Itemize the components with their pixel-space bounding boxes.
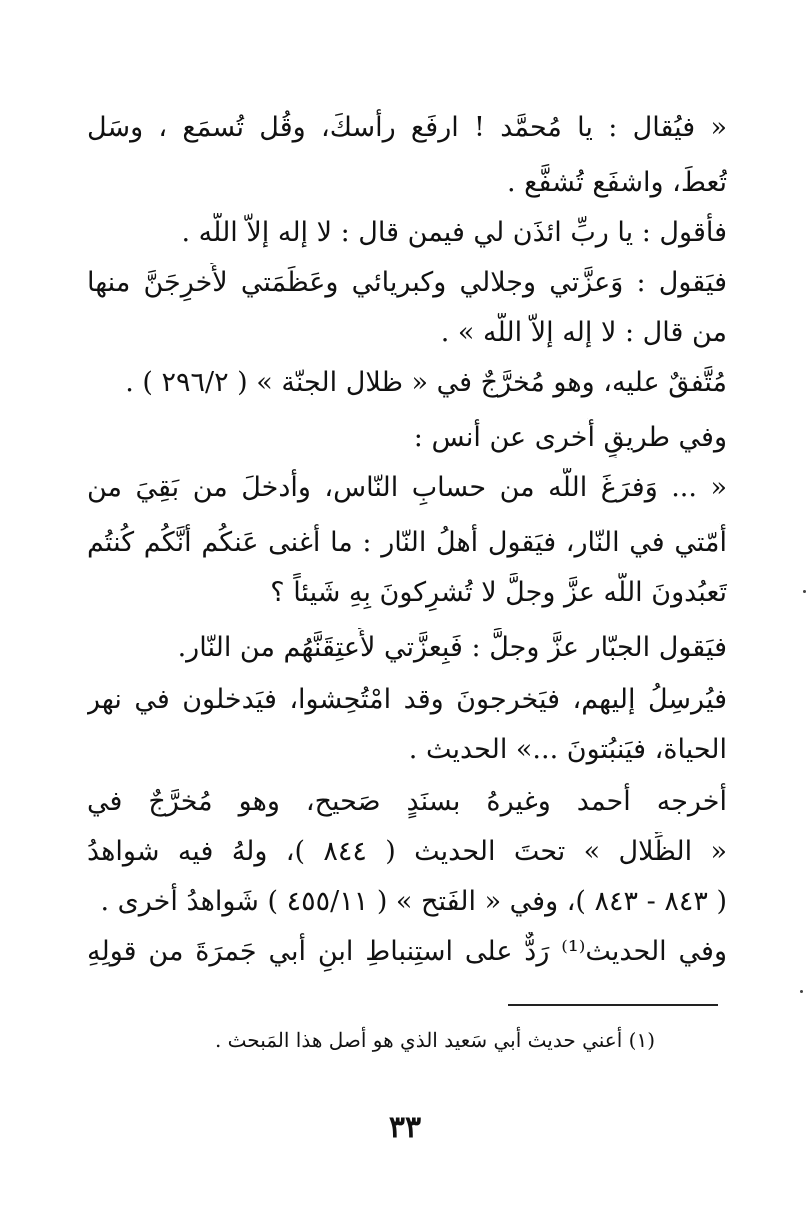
- footnote-text: (١) أعني حديث أبي سَعيد الذي هو أصل هذا المَبحث .: [214, 1028, 655, 1052]
- text-line-12: فيُرسِلُ إليهم، فيَخرجونَ وقد امْتُحِشوا، فيَدخلون في نهر: [87, 684, 727, 715]
- scan-speck: [800, 990, 803, 993]
- text-line-13: الحياة، فيَنبُتونَ ...» الحديث .: [408, 734, 727, 765]
- text-line-14: أخرجه أحمد وغيرهُ بسنَدٍ صَحيح، وهو مُخرَّجٌ في: [87, 786, 727, 817]
- text-line-5: من قال : لا إله إلاّ اللّه » .: [440, 317, 727, 348]
- scan-speck: [803, 590, 806, 593]
- text-line-10: تَعبُدونَ اللّه عزَّ وجلَّ لا تُشرِكونَ بِهِ شَيئاً ؟: [270, 577, 727, 608]
- text-line-4: فيَقول : وَعزَّتي وجلالي وكبريائي وعَظَمَتي لأُخرِجَنَّ منها: [87, 267, 727, 298]
- text-line-15: « الظِّلال » تحتَ الحديث ( ٨٤٤ )، ولهُ فيه شواهدُ: [87, 836, 727, 867]
- text-line-6: مُتَّفقٌ عليه، وهو مُخرَّجٌ في « ظلال الجنّة » ( ٢٩٦/٢ ) .: [125, 367, 727, 398]
- text-line-3: فأقول : يا ربِّ ائذَن لي فيمن قال : لا إله إلاّ اللّه .: [181, 217, 727, 248]
- text-line-9: أُمّتي في النّار، فيَقول أهلُ النّار : ما أغنى عَنكُم أنَّكُم كُنتُم: [87, 527, 727, 558]
- page-number: ٣٣: [388, 1110, 422, 1145]
- text-line-8: « ... وَفرَغَ اللّه من حسابِ النّاس، وأدخلَ من بَقِيَ من: [87, 472, 727, 503]
- text-line-16: ( ٨٤٣ - ٨٤٣ )، وفي « الفَتح » ( ٤٥٥/١١ ) شَواهدُ أُخرى .: [100, 886, 727, 917]
- text-line-1: « فيُقال : يا مُحمَّد ! ارفَع رأسكَ، وقُل تُسمَع ، وسَل: [87, 112, 727, 143]
- text-line-2: تُعطَ، واشفَع تُشفَّع .: [506, 167, 727, 198]
- text-line-17: وفي الحديث⁽¹⁾ رَدٌّ على استِنباطِ ابنِ أبي جَمرَةَ من قولِهِ: [87, 936, 727, 967]
- text-line-7: وفي طريقٍ أُخرى عن أنس :: [413, 422, 727, 453]
- footnote-divider: [508, 1004, 718, 1006]
- text-line-11: فيَقول الجبّار عزَّ وجلَّ : فَبِعزَّتي لأُعتِقَنَّهُم من النّار.: [177, 632, 727, 663]
